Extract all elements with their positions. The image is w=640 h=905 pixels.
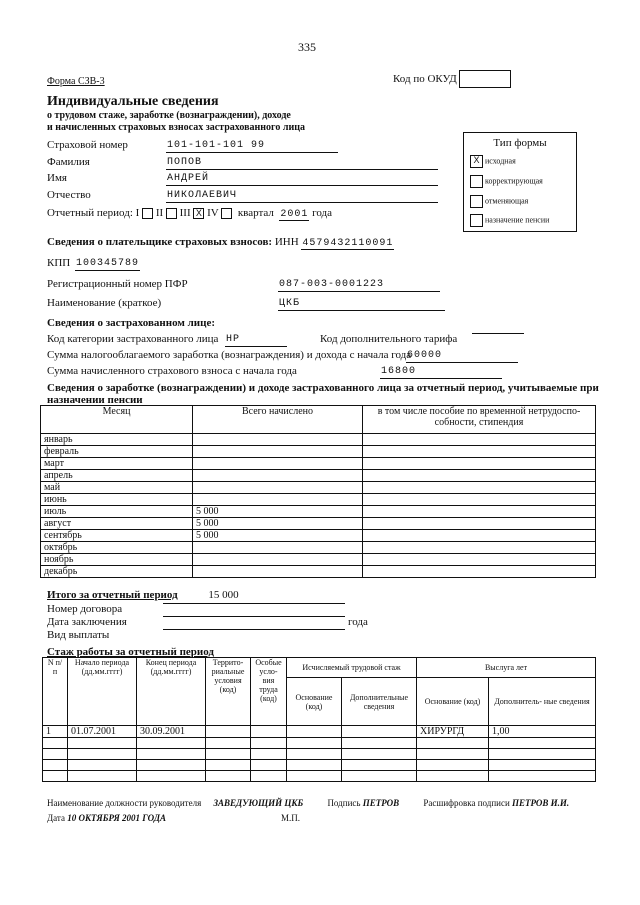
service-col-start: Начало периода (дд.мм.гггг) (68, 658, 137, 726)
service-empty-cell[interactable] (206, 738, 251, 749)
earnings-cell-total[interactable] (193, 566, 363, 578)
insurance-number-label: Страховой номер (47, 139, 128, 151)
service-empty-cell[interactable] (417, 771, 489, 782)
service-col-calc-extra: Дополнительные сведения (342, 678, 417, 726)
service-heading: Стаж работы за отчетный период (47, 646, 214, 658)
okud-field[interactable] (459, 70, 511, 88)
service-empty-cell[interactable] (251, 760, 287, 771)
service-empty-cell[interactable] (417, 749, 489, 760)
service-empty-cell[interactable] (43, 738, 68, 749)
earnings-cell-total[interactable] (193, 446, 363, 458)
earnings-cell-benefit[interactable] (363, 542, 596, 554)
page-number: 335 (298, 40, 316, 54)
earnings-row (41, 434, 596, 446)
earnings-cell-month: май (41, 482, 193, 494)
service-empty-cell[interactable] (251, 749, 287, 760)
stamp-label: М.П. (281, 813, 301, 823)
service-empty-cell[interactable] (137, 738, 206, 749)
name-field[interactable]: АНДРЕЙ (166, 172, 438, 186)
service-empty-cell[interactable] (251, 738, 287, 749)
earnings-cell-month: ноябрь (41, 554, 193, 566)
form-subtitle-1: о трудовом стаже, заработке (вознаграждении), доходе (47, 110, 291, 121)
short-name-label: Наименование (краткое) (47, 297, 162, 309)
earnings-cell-benefit[interactable] (363, 482, 596, 494)
form-type-checkbox-cancelling[interactable] (470, 195, 483, 208)
service-empty-cell[interactable] (489, 738, 596, 749)
earnings-row (41, 518, 596, 530)
period-label: Отчетный период: (47, 207, 133, 219)
earnings-row (41, 554, 596, 566)
year-field[interactable]: 2001 (280, 209, 309, 220)
service-empty-row (43, 771, 596, 782)
service-cell-sen-extra[interactable]: 1,00 (489, 726, 596, 738)
footer-date-row (47, 813, 166, 823)
service-cell-calc-extra[interactable] (342, 726, 417, 738)
position-label: Наименование должности руководителя (47, 798, 202, 808)
signature-label: Подпись (327, 798, 361, 808)
service-empty-cell[interactable] (43, 760, 68, 771)
form-type-checkbox-correcting[interactable] (470, 175, 483, 188)
decode-value: ПЕТРОВ И.И. (512, 798, 570, 808)
okud-label: Код по ОКУД (393, 73, 457, 85)
service-empty-cell[interactable] (43, 749, 68, 760)
earnings-cell-total[interactable] (193, 482, 363, 494)
service-empty-cell[interactable] (417, 760, 489, 771)
service-empty-cell[interactable] (251, 771, 287, 782)
service-col-n: N п/п (43, 658, 68, 726)
service-empty-row (43, 760, 596, 771)
service-col-sen-basis: Основание (код) (417, 678, 489, 726)
earnings-cell-month: август (41, 518, 193, 530)
service-empty-cell[interactable] (287, 738, 342, 749)
earnings-cell-benefit[interactable] (363, 530, 596, 542)
footer-row (47, 798, 569, 808)
earnings-total-label: Итого за отчетный период (47, 589, 178, 601)
form-title: Индивидуальные сведения (47, 94, 219, 109)
quarter-word: квартал (237, 207, 274, 219)
service-table (42, 657, 596, 782)
service-empty-row (43, 738, 596, 749)
quarter-1-label: I (135, 207, 140, 219)
earnings-heading-1: Сведения о заработке (вознаграждении) и доходе застрахованного лица за отчетный период, учитываемые при (47, 382, 599, 394)
date-value: 10 ОКТЯБРЯ 2001 ГОДА (67, 813, 167, 823)
quarter-3-checkbox[interactable]: X (193, 208, 204, 219)
earnings-cell-benefit[interactable] (363, 494, 596, 506)
service-empty-cell[interactable] (68, 738, 137, 749)
service-empty-cell[interactable] (68, 771, 137, 782)
earnings-cell-month: декабрь (41, 566, 193, 578)
patronymic-field[interactable]: НИКОЛАЕВИЧ (166, 189, 438, 203)
service-empty-cell[interactable] (43, 771, 68, 782)
contract-year-word: года (348, 616, 368, 628)
earnings-cell-benefit[interactable] (363, 506, 596, 518)
service-cell-end[interactable]: 30.09.2001 (137, 726, 206, 738)
earnings-cell-month: сентябрь (41, 530, 193, 542)
payment-type-label: Вид выплаты (47, 629, 110, 641)
form-name: Форма СЗВ-3 (47, 76, 105, 87)
earnings-cell-month: январь (41, 434, 193, 446)
service-cell-territory[interactable] (206, 726, 251, 738)
tariff-field[interactable] (472, 333, 524, 334)
service-empty-cell[interactable] (489, 760, 596, 771)
service-empty-cell[interactable] (287, 771, 342, 782)
service-empty-cell[interactable] (342, 738, 417, 749)
service-col-end: Конец периода (дд.мм.гггг) (137, 658, 206, 726)
col-month-header: Месяц (41, 406, 193, 434)
service-col-sen-extra: Дополнитель- ные сведения (489, 678, 596, 726)
earnings-cell-total[interactable] (193, 434, 363, 446)
earnings-heading-2: назначении пенсии (47, 394, 143, 406)
kpp-label: КПП (47, 257, 71, 269)
service-row (43, 726, 596, 738)
form-type-option-initial[interactable]: X исходная (470, 155, 516, 168)
service-col-seniority: Выслуга лет (417, 658, 596, 678)
short-name-field[interactable]: ЦКБ (278, 297, 445, 311)
earnings-cell-total[interactable]: 5 000 (193, 530, 363, 542)
earnings-cell-month: июль (41, 506, 193, 518)
service-empty-cell[interactable] (489, 771, 596, 782)
earnings-cell-month: апрель (41, 470, 193, 482)
service-empty-row (43, 749, 596, 760)
service-cell-n[interactable]: 1 (43, 726, 68, 738)
form-type-title: Тип формы (493, 137, 547, 149)
pfr-label: Регистрационный номер ПФР (47, 278, 188, 290)
insured-heading: Сведения о застрахованном лице: (47, 317, 216, 329)
service-empty-cell[interactable] (137, 760, 206, 771)
surname-field[interactable]: ПОПОВ (166, 156, 438, 170)
contribution-field[interactable]: 16800 (380, 365, 502, 379)
earnings-cell-benefit[interactable] (363, 554, 596, 566)
earnings-cell-benefit[interactable] (363, 434, 596, 446)
name-label: Имя (47, 172, 67, 184)
earnings-cell-month: октябрь (41, 542, 193, 554)
earnings-row (41, 470, 596, 482)
service-empty-cell[interactable] (342, 771, 417, 782)
service-cell-calc-basis[interactable] (287, 726, 342, 738)
col-total-header: Всего начислено (193, 406, 363, 434)
earnings-cell-total[interactable] (193, 494, 363, 506)
category-field[interactable]: НР (225, 333, 287, 347)
year-word: года (312, 207, 333, 219)
quarter-2-label: II (155, 207, 164, 219)
service-empty-cell[interactable] (68, 749, 137, 760)
earnings-cell-month: март (41, 458, 193, 470)
category-label: Код категории застрахованного лица (47, 333, 219, 345)
earnings-cell-total[interactable]: 5 000 (193, 506, 363, 518)
service-empty-cell[interactable] (489, 749, 596, 760)
inn-field[interactable]: 4579432110091 (302, 238, 394, 249)
earnings-table (40, 405, 596, 578)
earnings-cell-total[interactable] (193, 470, 363, 482)
patronymic-label: Отчество (47, 189, 91, 201)
tariff-label: Код дополнительного тарифа (320, 333, 458, 345)
kpp-field[interactable]: 100345789 (76, 258, 140, 269)
service-col-calc: Исчисляемый трудовой стаж (287, 658, 417, 678)
earnings-row (41, 458, 596, 470)
earnings-total-value: 15 000 (208, 589, 239, 601)
service-empty-cell[interactable] (417, 738, 489, 749)
earnings-row (41, 530, 596, 542)
col-benefit-header: в том числе пособие по временной нетрудоспо- собности, стипендия (363, 406, 596, 434)
service-empty-cell[interactable] (342, 749, 417, 760)
insurance-number-field[interactable]: 101-101-101 99 (166, 139, 338, 153)
payment-type-field[interactable] (163, 629, 345, 630)
quarter-4-checkbox[interactable] (221, 208, 232, 219)
service-empty-cell[interactable] (137, 771, 206, 782)
earnings-cell-month: июнь (41, 494, 193, 506)
service-cell-special[interactable] (251, 726, 287, 738)
form-type-option-cancelling[interactable]: отменяющая (470, 195, 528, 208)
earnings-row (41, 566, 596, 578)
service-empty-cell[interactable] (287, 749, 342, 760)
contract-date-label: Дата заключения (47, 616, 127, 628)
form-type-checkbox-initial[interactable]: X (470, 155, 483, 168)
contribution-label: Сумма начисленного страхового взноса с начала года (47, 365, 297, 377)
income-label: Сумма налогооблагаемого заработка (вознаграждения) и дохода с начала года (47, 349, 412, 361)
form-type-option-pension[interactable]: назначение пенсии (470, 214, 549, 227)
form-type-box (463, 132, 577, 232)
earnings-cell-total[interactable] (193, 554, 363, 566)
earnings-total-row (47, 589, 239, 601)
earnings-row (41, 446, 596, 458)
service-col-calc-basis: Основание (код) (287, 678, 342, 726)
payer-row (47, 236, 394, 250)
quarter-2-checkbox[interactable] (166, 208, 177, 219)
period-row (47, 207, 332, 221)
form-subtitle-2: и начисленных страховых взносах застрахованного лица (47, 122, 305, 133)
form-type-checkbox-pension[interactable] (470, 214, 483, 227)
earnings-cell-benefit[interactable] (363, 458, 596, 470)
earnings-row (41, 542, 596, 554)
service-empty-cell[interactable] (287, 760, 342, 771)
earnings-cell-total[interactable] (193, 458, 363, 470)
service-empty-cell[interactable] (68, 760, 137, 771)
signature-value: ПЕТРОВ (362, 798, 400, 808)
earnings-row (41, 494, 596, 506)
quarter-1-checkbox[interactable] (142, 208, 153, 219)
earnings-cell-benefit[interactable] (363, 470, 596, 482)
service-empty-cell[interactable] (206, 760, 251, 771)
earnings-cell-benefit[interactable] (363, 566, 596, 578)
position-value: ЗАВЕДУЮЩИЙ ЦКБ (213, 798, 304, 808)
quarter-4-label: IV (207, 207, 219, 219)
service-col-special: Особые усло- вия труда (код) (251, 658, 287, 726)
surname-label: Фамилия (47, 156, 90, 168)
contract-date-field[interactable] (163, 616, 345, 617)
service-empty-cell[interactable] (206, 749, 251, 760)
form-type-option-correcting[interactable]: корректирующая (470, 175, 543, 188)
earnings-row (41, 482, 596, 494)
earnings-cell-month: февраль (41, 446, 193, 458)
earnings-row (41, 506, 596, 518)
earnings-cell-total[interactable]: 5 000 (193, 518, 363, 530)
service-empty-cell[interactable] (206, 771, 251, 782)
income-field[interactable]: 60000 (406, 349, 518, 363)
inn-label: ИНН (274, 236, 299, 248)
decode-label: Расшифровка подписи (423, 798, 510, 808)
date-label: Дата (47, 813, 65, 823)
earnings-cell-total[interactable] (193, 542, 363, 554)
service-cell-start[interactable]: 01.07.2001 (68, 726, 137, 738)
service-empty-cell[interactable] (137, 749, 206, 760)
contract-number-label: Номер договора (47, 603, 123, 615)
earnings-cell-benefit[interactable] (363, 446, 596, 458)
quarter-3-label: III (179, 207, 191, 219)
payer-heading: Сведения о плательщике страховых взносов: (47, 236, 273, 248)
service-cell-sen-basis[interactable]: ХИРУРГД (417, 726, 489, 738)
pfr-field[interactable]: 087-003-0001223 (278, 278, 440, 292)
service-col-territory: Террито- риальные условия (код) (206, 658, 251, 726)
contract-number-field[interactable] (163, 603, 345, 604)
earnings-cell-benefit[interactable] (363, 518, 596, 530)
service-empty-cell[interactable] (342, 760, 417, 771)
